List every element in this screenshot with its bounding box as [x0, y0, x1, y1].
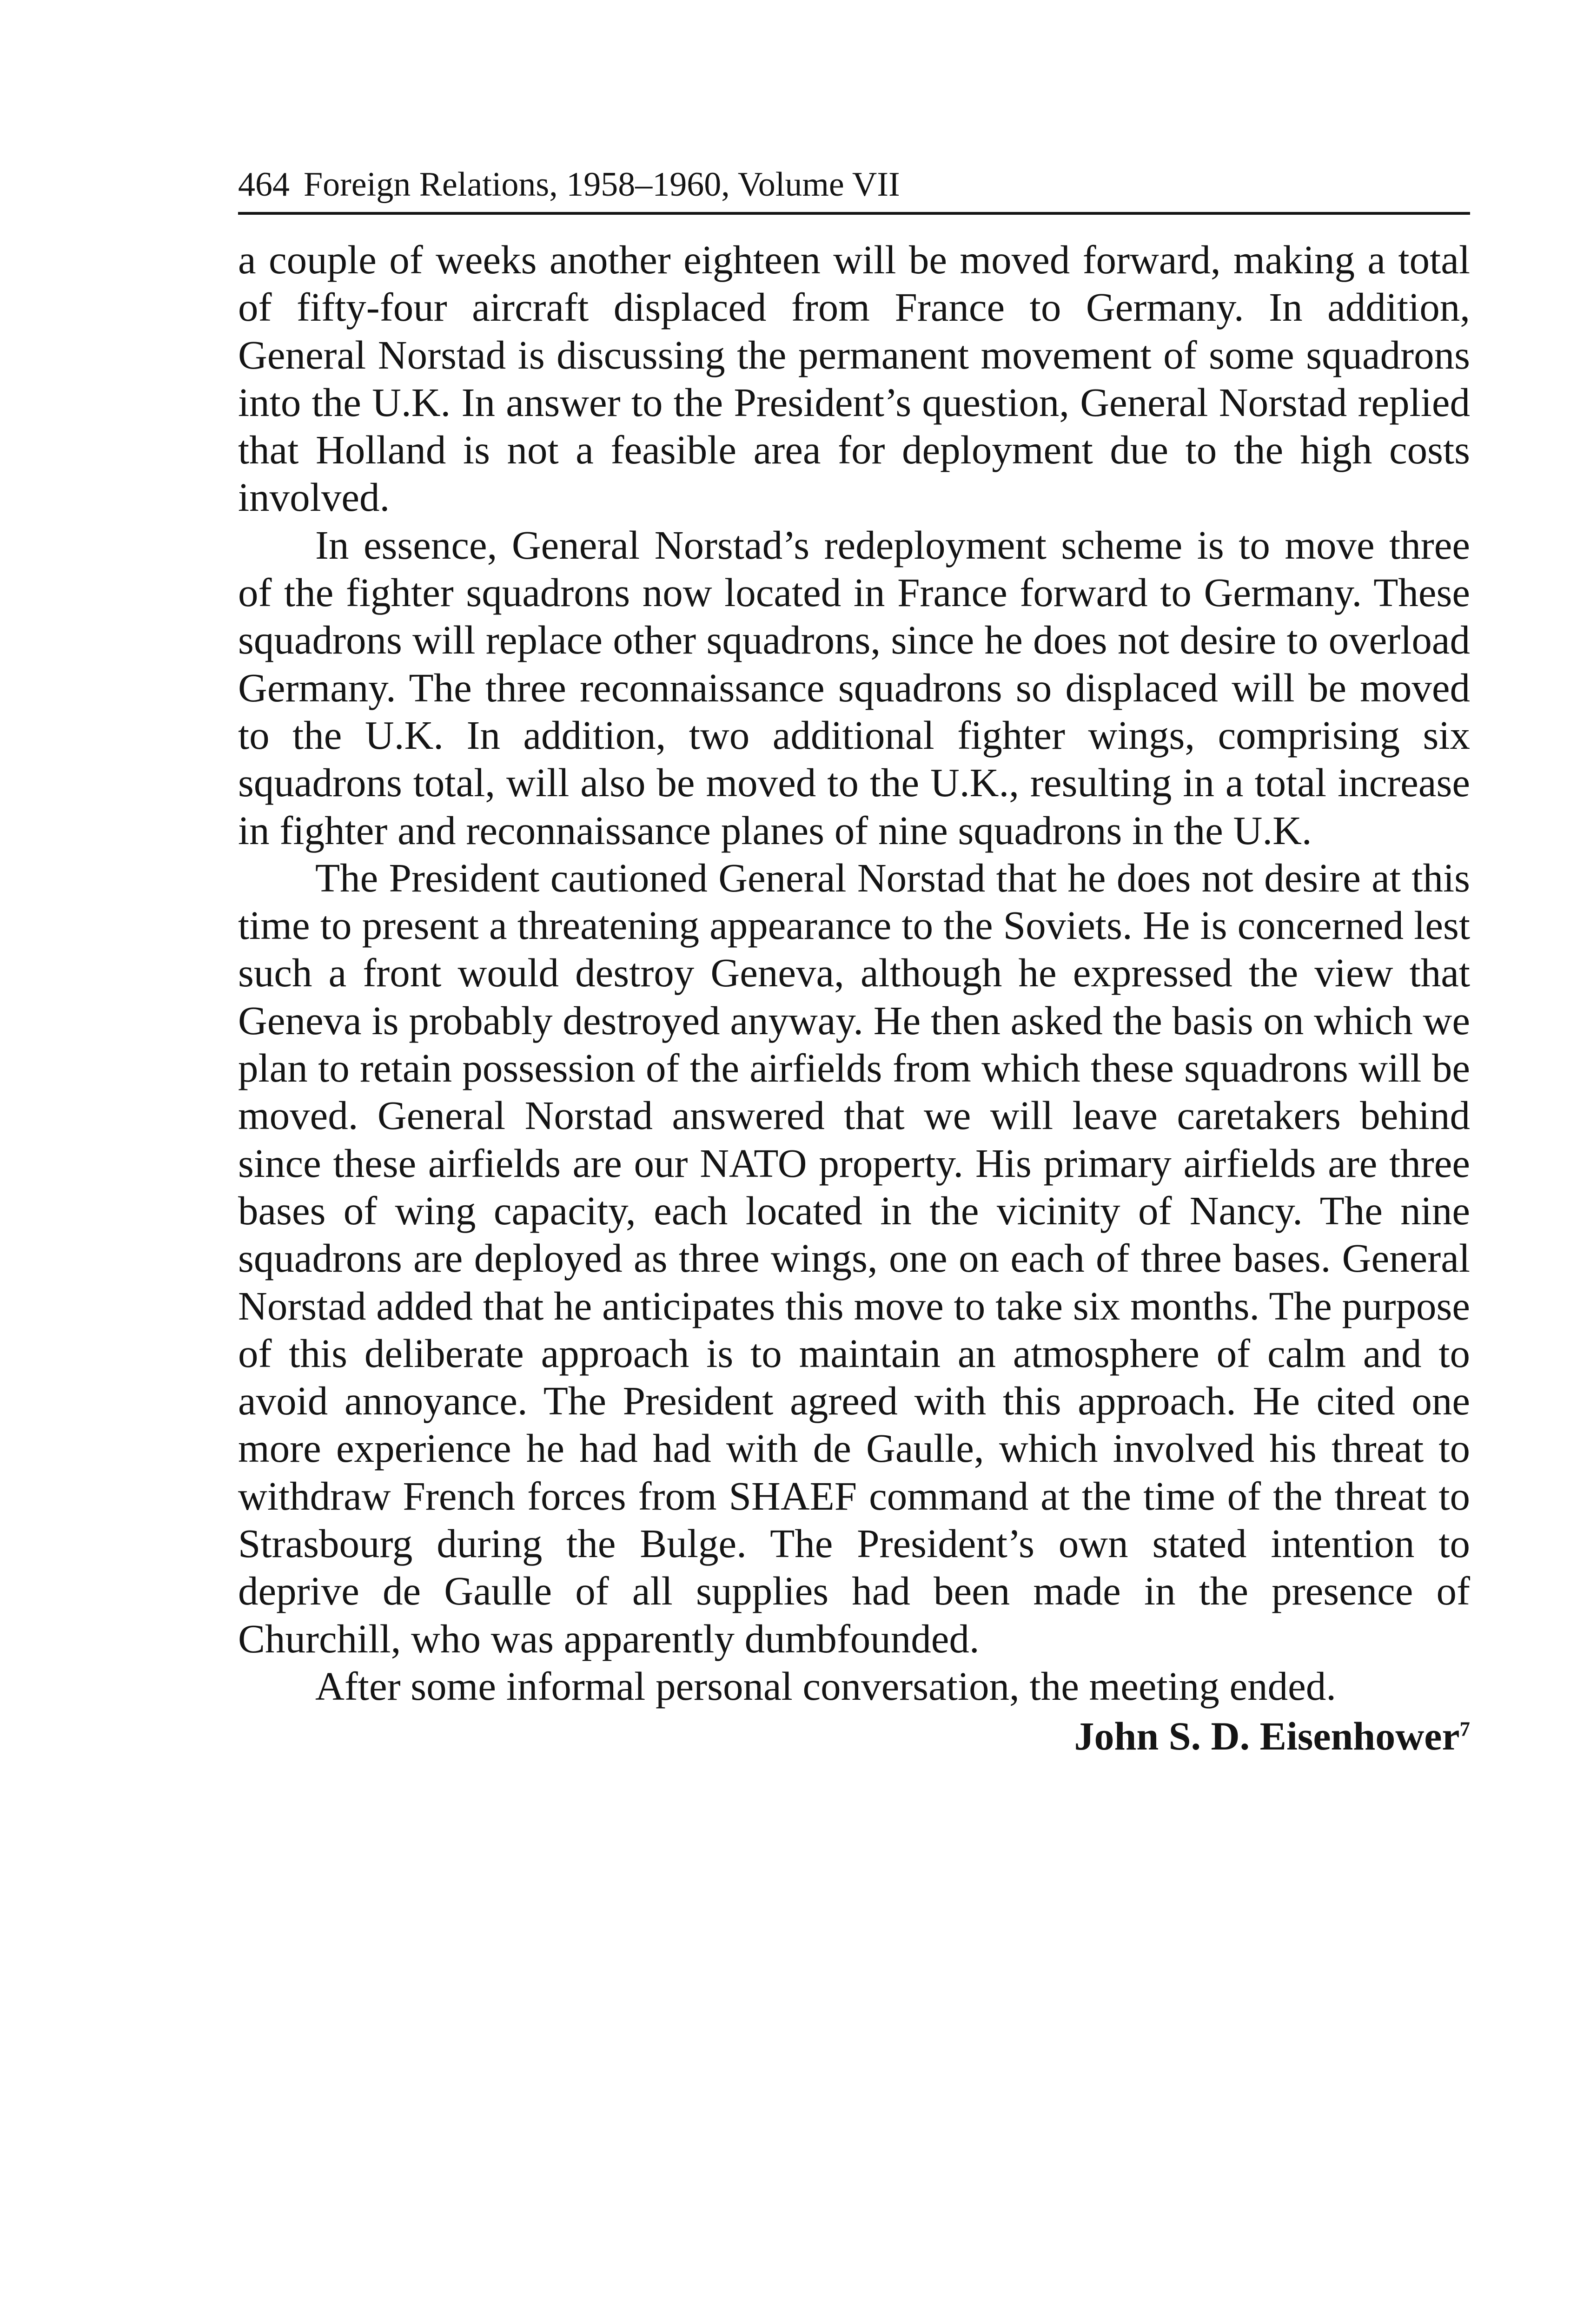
- paragraph: In essence, General Norstad’s redeployment scheme is to move three of the fighter squadrons now located in France forward to Germany. These squadrons will replace other squadrons, since he does not desire to overload Germany. The three reconnaissance squadrons so displaced will be moved to the U.K. In addition, two additional fighter wings, comprising six squadrons total, will also be moved to the U.K., resulting in a total increase in fighter and reconnaissance planes of nine squadrons in the U.K.: [238, 522, 1470, 853]
- signature: [238, 1712, 1470, 1760]
- footnote-reference: 7: [1459, 1717, 1470, 1741]
- paragraph: a couple of weeks another eighteen will be moved forward, making a total of fifty-four aircraft displaced from France to Germany. In addition, General Norstad is discussing the permanent movement of some squadrons into the U.K. In answer to the President’s question, General Norstad replied that Holland is not a feasible area for deployment due to the high costs involved.: [238, 237, 1470, 520]
- paragraph: After some informal personal conversation, the meeting ended.: [315, 1663, 1337, 1709]
- running-head: [238, 167, 1470, 215]
- body-text: [238, 236, 1470, 1710]
- signature-name: John S. D. Eisenhower: [1074, 1714, 1460, 1759]
- page-number: 464: [238, 165, 290, 204]
- running-title: Foreign Relations, 1958–1960, Volume VII: [304, 165, 900, 204]
- document-page: [238, 167, 1470, 1760]
- paragraph: The President cautioned General Norstad that he does not desire at this time to present a threatening appearance to the Soviets. He is concerned lest such a front would destroy Geneva, although he expressed the view that Geneva is probably destroyed anyway. He then asked the basis on which we plan to retain possession of the airfields from which these squadrons will be moved. General Norstad answered that we will leave caretakers behind since these airfields are our NATO property. His primary airfields are three bases of wing capacity, each located in the vicinity of Nancy. The nine squadrons are deployed as three wings, one on each of three bases. General Norstad added that he anticipates this move to take six months. The purpose of this deliberate approach is to maintain an atmosphere of calm and to avoid annoyance. The President agreed with this approach. He cited one more experience he had had with de Gaulle, which involved his threat to withdraw French forces from SHAEF command at the time of the threat to Strasbourg during the Bulge. The President’s own stated intention to deprive de Gaulle of all supplies had been made in the presence of Churchill, who was apparently dumbfounded.: [238, 855, 1470, 1661]
